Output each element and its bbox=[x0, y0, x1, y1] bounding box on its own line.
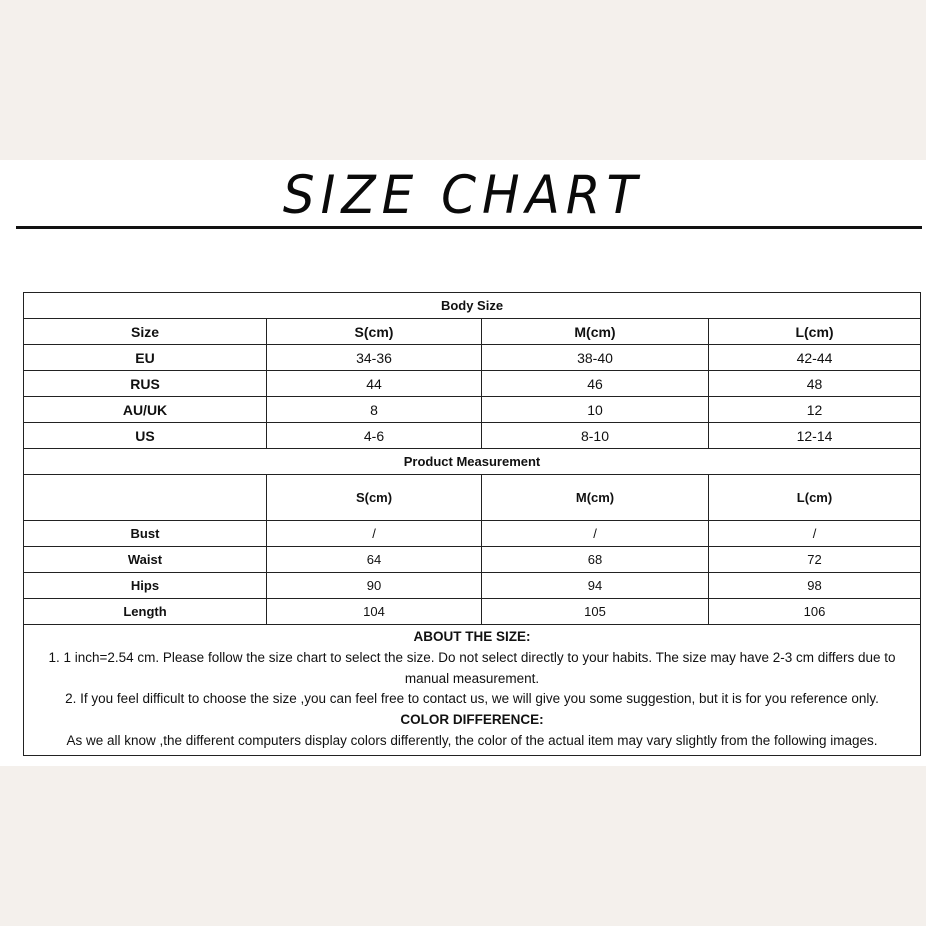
table-row bbox=[24, 521, 921, 547]
column-header: S(cm) bbox=[267, 475, 482, 521]
table-cell: 46 bbox=[482, 371, 709, 397]
size-chart-sheet bbox=[0, 160, 926, 766]
table-row bbox=[24, 345, 921, 371]
note-inch-conversion: 1. 1 inch=2.54 cm. Please follow the size chart to select the size. Do not select directly to your habits. The size may have 2-3 cm differs due to manual measurement. bbox=[48, 649, 896, 686]
table-cell: 4-6 bbox=[267, 423, 482, 449]
row-label: Length bbox=[24, 599, 267, 625]
title-divider bbox=[16, 226, 922, 229]
notes-cell bbox=[24, 625, 921, 756]
table-row bbox=[24, 599, 921, 625]
row-label: RUS bbox=[24, 371, 267, 397]
table-cell: 44 bbox=[267, 371, 482, 397]
notes-row bbox=[24, 625, 921, 756]
table-row bbox=[24, 573, 921, 599]
table-cell: 12-14 bbox=[709, 423, 921, 449]
row-label: Waist bbox=[24, 547, 267, 573]
table-cell: 48 bbox=[709, 371, 921, 397]
table-cell: 42-44 bbox=[709, 345, 921, 371]
column-header: L(cm) bbox=[709, 319, 921, 345]
row-label: EU bbox=[24, 345, 267, 371]
body-size-header-row bbox=[24, 319, 921, 345]
table-cell: 10 bbox=[482, 397, 709, 423]
table-cell: 104 bbox=[267, 599, 482, 625]
table-cell: 8 bbox=[267, 397, 482, 423]
table-cell: 8-10 bbox=[482, 423, 709, 449]
table-row bbox=[24, 547, 921, 573]
column-header: L(cm) bbox=[709, 475, 921, 521]
column-header: Size bbox=[24, 319, 267, 345]
table-cell: 105 bbox=[482, 599, 709, 625]
body-size-heading-row bbox=[24, 293, 921, 319]
color-difference-heading: COLOR DIFFERENCE: bbox=[400, 712, 544, 728]
column-header: M(cm) bbox=[482, 319, 709, 345]
table-row bbox=[24, 397, 921, 423]
product-measurement-heading-row bbox=[24, 449, 921, 475]
row-label: US bbox=[24, 423, 267, 449]
table-cell: 90 bbox=[267, 573, 482, 599]
body-size-heading: Body Size bbox=[24, 293, 921, 319]
row-label: Bust bbox=[24, 521, 267, 547]
product-measurement-heading: Product Measurement bbox=[24, 449, 921, 475]
table-cell: 72 bbox=[709, 547, 921, 573]
table-cell: 98 bbox=[709, 573, 921, 599]
table-cell: / bbox=[709, 521, 921, 547]
table-row bbox=[24, 371, 921, 397]
column-header bbox=[24, 475, 267, 521]
column-header: S(cm) bbox=[267, 319, 482, 345]
product-measurement-header-row bbox=[24, 475, 921, 521]
table-row bbox=[24, 423, 921, 449]
table-cell: 106 bbox=[709, 599, 921, 625]
note-contact-suggestion: 2. If you feel difficult to choose the size ,you can feel free to contact us, we will give you some suggestion, but it is for you reference only. bbox=[65, 691, 879, 707]
about-size-heading: ABOUT THE SIZE: bbox=[413, 629, 531, 644]
table-cell: / bbox=[267, 521, 482, 547]
note-color-difference: As we all know ,the different computers display colors differently, the color of the actual item may vary slightly from the following images. bbox=[66, 732, 878, 748]
table-cell: 38-40 bbox=[482, 345, 709, 371]
table-cell: / bbox=[482, 521, 709, 547]
table-cell: 12 bbox=[709, 397, 921, 423]
row-label: AU/UK bbox=[24, 397, 267, 423]
table-cell: 68 bbox=[482, 547, 709, 573]
row-label: Hips bbox=[24, 573, 267, 599]
table-cell: 64 bbox=[267, 547, 482, 573]
page-title: SIZE CHART bbox=[282, 164, 644, 226]
size-table bbox=[23, 292, 921, 756]
table-cell: 34-36 bbox=[267, 345, 482, 371]
column-header: M(cm) bbox=[482, 475, 709, 521]
table-cell: 94 bbox=[482, 573, 709, 599]
